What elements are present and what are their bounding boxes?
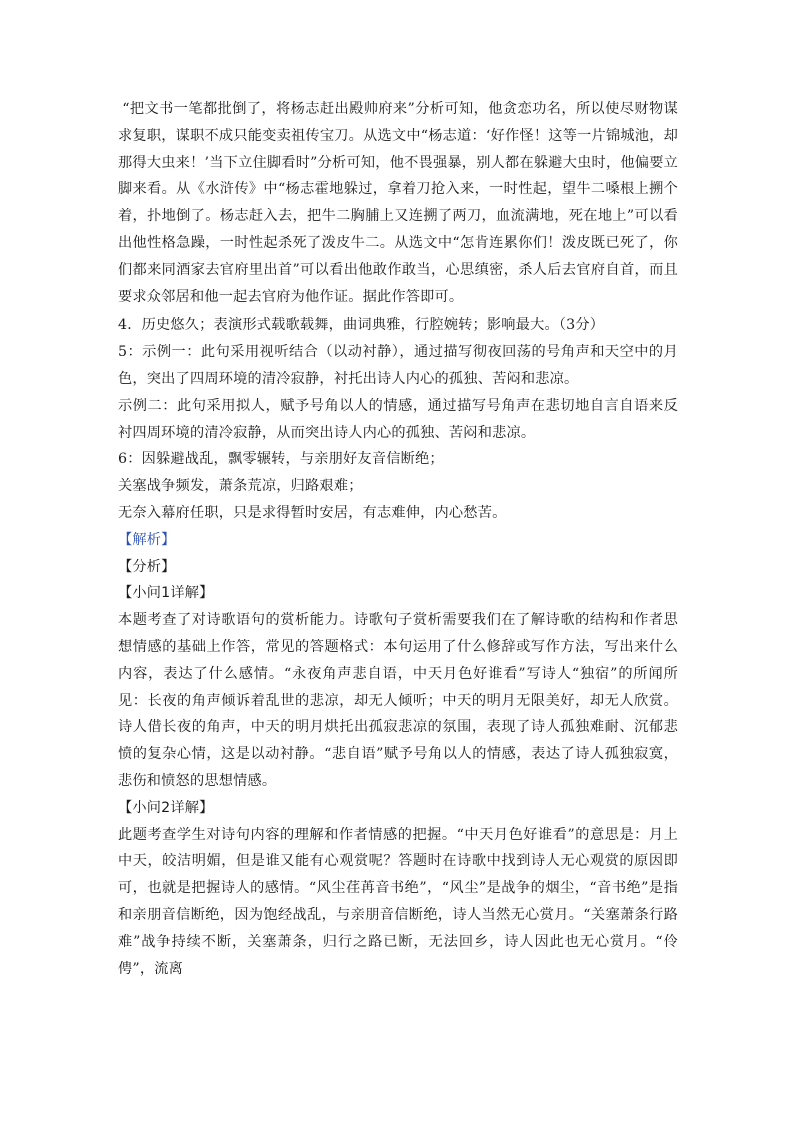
analysis-heading: 【解析】 [118, 531, 176, 548]
document-page [118, 96, 678, 982]
sub-question-2-explanation: 此题考查学生对诗句内容的理解和作者情感的把握。“中天月色好谁看”的意思是：月上中天，皎洁明媚，但是谁又能有心观赏呢？答题时在诗歌中找到诗人无心观赏的原因即可，也就是把握诗人的感情。“风尘荏苒音书绝”，“风尘”是战争的烟尘，“音书绝”是指和亲朋音信断绝，因为饱经战乱，与亲朋音信断绝，诗人当然无心赏月。“关塞萧条行路难”战争持续不断，关塞萧条，归行之路已断，无法回乡，诗人因此也无心赏月。“伶俜”，流离 [118, 826, 678, 977]
answer-6-line-1: 6：因躲避战乱，飘零辗转，与亲朋好友音信断绝； [118, 451, 444, 468]
answer-4: 4．历史悠久；表演形式载歌载舞，曲词典雅，行腔婉转；影响最大。（3分） [118, 317, 605, 334]
answer-6-line-2: 关塞战争频发，萧条荒凉，归路艰难； [118, 478, 363, 495]
sub-question-1-heading: 【小问1详解】 [118, 585, 214, 602]
answer-6-line-3: 无奈入幕府任职，只是求得暂时安居，有志难伸，内心愁苦。 [118, 504, 507, 521]
paragraph-yangzhi-analysis: “把文书一笔都批倒了，将杨志赶出殿帅府来”分析可知，他贪恋功名，所以使尽财物谋求复职，谋职不成只能变卖祖传宝刀。从选文中“杨志道：‘好作怪！这等一片锦城池，却那得大虫来！’当下立住脚看时”分析可知，他不畏强暴，别人都在躲避大虫时，他偏要立脚来看。从《水浒传》中“杨志霍地躲过，拿着刀抢入来，一时性起，望牛二嗓根上搠个着，扑地倒了。杨志赶入去，把牛二胸脯上又连搠了两刀，血流满地，死在地上”可以看出他性格急躁，一时性起杀死了泼皮牛二。从选文中“怎肯连累你们！泼皮既已死了，你们都来同酒家去官府里出首”可以看出他敢作敢当，心思缜密，杀人后去官府自首，而且要求众邻居和他一起去官府为他作证。据此作答即可。 [118, 101, 678, 305]
answer-5-example-1: 5：示例一：此句采用视听结合（以动衬静），通过描写彻夜回荡的号角声和天空中的月色，突出了四周环境的清冷寂静，衬托出诗人内心的孤独、苦闷和悲凉。 [118, 344, 678, 387]
answer-5-example-2: 示例二：此句采用拟人，赋予号角以人的情感，通过描写号角声在悲切地自言自语来反衬四周环境的清冷寂静，从而突出诗人内心的孤独、苦闷和悲凉。 [118, 397, 678, 441]
sub-question-2-heading: 【小问2详解】 [118, 799, 214, 816]
sub-question-1-explanation: 本题考查了对诗歌语句的赏析能力。诗歌句子赏析需要我们在了解诗歌的结构和作者思想情感的基础上作答，常见的答题格式：本句运用了什么修辞或写作方法，写出来什么内容，表达了什么感情。“永夜角声悲自语，中天月色好谁看”写诗人“独宿”的所闻所见：长夜的角声倾诉着乱世的悲凉，却无人倾听；中天的明月无限美好，却无人欣赏。诗人借长夜的角声，中天的明月烘托出孤寂悲凉的氛围，表现了诗人孤独难耐、沉郁悲愤的复杂心情，这是以动衬静。“悲自语”赋予号角以人的情感，表达了诗人孤独寂寞，悲伤和愤怒的思想情感。 [118, 612, 678, 789]
fenxi-heading: 【分析】 [118, 558, 176, 575]
